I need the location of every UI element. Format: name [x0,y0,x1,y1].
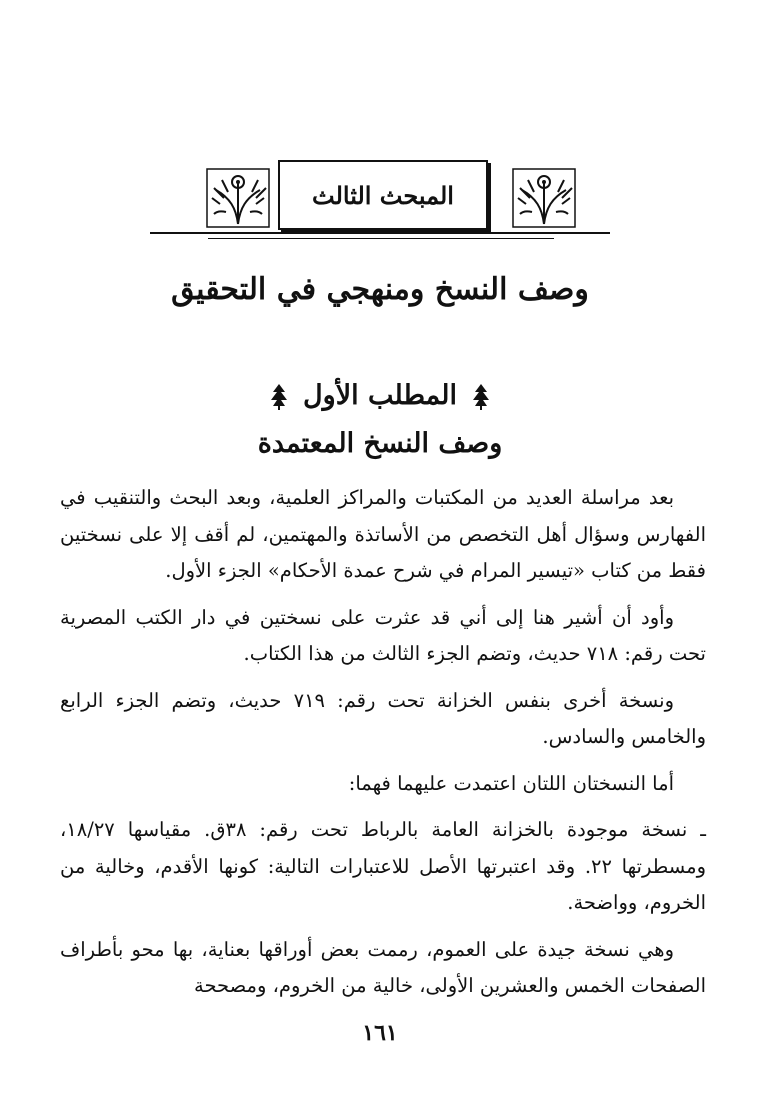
section-header-box: المبحث الثالث [278,160,488,230]
header-rule-inner [208,238,554,239]
section-heading-row [0,380,760,411]
paragraph: وهي نسخة جيدة على العموم، رممت بعض أوراقها بعناية، بها محو بأطراف الصفحات الخمس والعشرين الأولى، خالية من الخروم، ومصححة [60,937,706,997]
header-rule [150,232,610,234]
paragraph: ـ نسخة موجودة بالخزانة العامة بالرباط تحت رقم: ٣٨ق. مقياسها ١٨/٢٧، ومسطرتها ٢٢. وقد اعتبرتها الأصل للاعتبارات التالية: كونها الأقدم، وخالية من الخروم، وواضحة. [60,818,706,914]
section-title: وصف النسخ المعتمدة [257,428,503,459]
paragraph: أما النسختان اللتان اعتمدت عليهما فهما: [348,771,674,795]
section-heading: المطلب الأول [303,380,457,411]
paragraph: ونسخة أخرى بنفس الخزانة تحت رقم: ٧١٩ حديث، وتضم الجزء الرابع والخامس والسادس. [60,688,706,748]
tree-ornament-icon [471,382,491,410]
floral-ornament-left-icon [206,168,270,228]
tree-ornament-icon [269,382,289,410]
floral-ornament-right-icon [512,168,576,228]
body-text [60,480,706,1015]
paragraph: وأود أن أشير هنا إلى أني قد عثرت على نسختين في دار الكتب المصرية تحت رقم: ٧١٨ حديث، وتضم الجزء الثالث من هذا الكتاب. [60,605,706,665]
paragraph: بعد مراسلة العديد من المكتبات والمراكز العلمية، وبعد البحث والتنقيب في الفهارس وسؤال أهل التخصص من الأساتذة والمهتمين، لم أقف إلا على نسختين فقط من كتاب «تيسير المرام في شرح عمدة الأحكام» الجزء الأول. [60,486,706,582]
page-number: ١٦١ [362,1020,398,1046]
chapter-title: وصف النسخ ومنهجي في التحقيق [171,272,589,307]
